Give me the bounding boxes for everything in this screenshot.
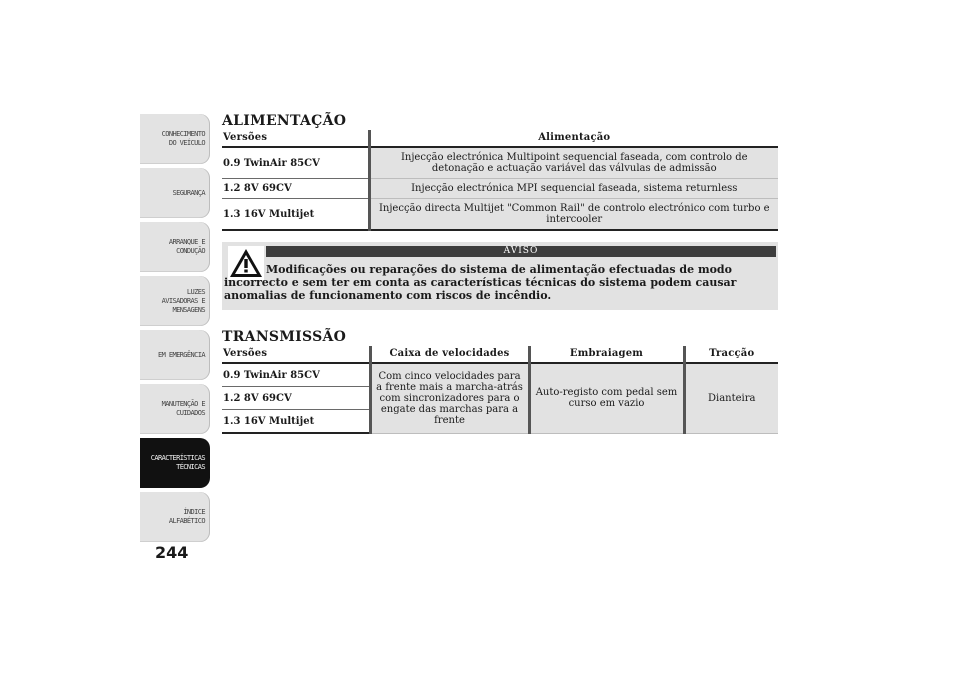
alimentacao-cell: Injecção directa Multijet "Common Rail" de controlo electrónico com turbo e intercooler [369,199,778,231]
embraiagem-cell: Auto-registo com pedal sem curso em vazio [529,363,684,433]
version-cell: 1.3 16V Multijet [222,410,370,434]
section-title-transmissao: TRANSMISSÃO [222,329,347,345]
col-header-traccao: Tracção [684,346,778,363]
tab-caracteristicas-tecnicas[interactable]: CARACTERÍSTICAS TÉCNICAS [140,438,210,488]
table-header-row [222,130,778,147]
tab-arranque-e-conducao[interactable]: ARRANQUE E CONDUÇÃO [140,222,210,272]
col-header-alimentacao: Alimentação [369,130,778,147]
alimentacao-table [222,130,778,231]
alimentacao-cell: Injecção electrónica Multipoint sequencial faseada, com controlo de detonação e actuação variável das válvulas de admissão [369,147,778,179]
tab-conhecimento-do-veiculo[interactable]: CONHECIMENTO DO VEÍCULO [140,114,210,164]
version-cell: 0.9 TwinAir 85CV [222,363,370,387]
tab-indice-alfabetico[interactable]: ÍNDICE ALFABÉTICO [140,492,210,542]
version-cell: 1.2 8V 69CV [222,179,369,199]
section-title-alimentacao: ALIMENTAÇÃO [222,113,347,129]
table-row [222,179,778,199]
tab-manutencao-e-cuidados[interactable]: MANUTENÇÃO E CUIDADOS [140,384,210,434]
alimentacao-table-wrap [222,130,778,231]
table-row [222,363,778,387]
version-cell: 1.2 8V 69CV [222,387,370,410]
version-cell: 0.9 TwinAir 85CV [222,147,369,179]
version-cell: 1.3 16V Multijet [222,199,369,231]
tab-em-emergencia[interactable]: EM EMERGÊNCIA [140,330,210,380]
table-row [222,199,778,231]
transmissao-table-wrap [222,346,778,434]
col-header-versoes: Versões [222,346,370,363]
alimentacao-cell: Injecção electrónica MPI sequencial faseada, sistema returnless [369,179,778,199]
warning-text: Modificações ou reparações do sistema de alimentação efectuadas de modo incorrecto e sem ter em conta as características técnicas do sistema podem causar anomalias de funcionamento com riscos de incêndio. [224,263,737,302]
col-header-caixa: Caixa de velocidades [370,346,529,363]
col-header-embraiagem: Embraiagem [529,346,684,363]
transmissao-table [222,346,778,434]
traccao-cell: Dianteira [684,363,778,433]
tab-seguranca[interactable]: SEGURANÇA [140,168,210,218]
table-header-row [222,346,778,363]
warning-box [222,242,778,310]
tab-luzes-avisadoras[interactable]: LUZES AVISADORAS E MENSAGENS [140,276,210,326]
warning-title: AVISO [266,246,776,257]
table-row [222,147,778,179]
col-header-versoes: Versões [222,130,369,147]
caixa-cell: Com cinco velocidades para a frente mais a marcha-atrás com sincronizadores para o engate das marchas para a frente [370,363,529,433]
page-number: 244 [155,543,189,562]
